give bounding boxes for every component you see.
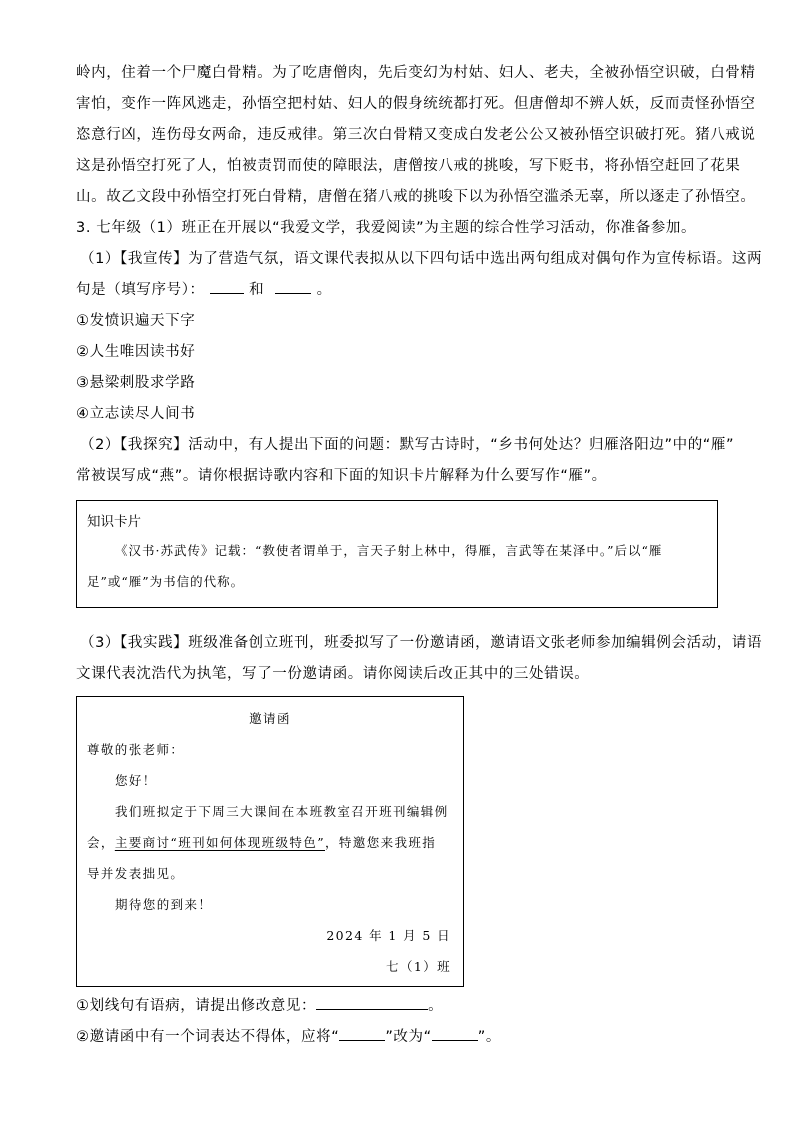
letter-title: 邀请函 — [249, 711, 291, 726]
question-3-heading: 3. 七年级（1）班正在开展以“我爱文学，我爱阅读”为主题的综合性学习活动，你准备参加。 — [76, 220, 697, 236]
letter-body-line — [77, 827, 463, 858]
part2-line2: 常被误写成“燕”。请你根据诗歌内容和下面的知识卡片解释为什么要写作“雁”。 — [76, 468, 607, 484]
part1-line2 — [76, 275, 720, 306]
answer-blank-3[interactable] — [316, 993, 428, 1010]
answer-blank-2[interactable] — [275, 277, 311, 294]
letter-body-prefix: 会， — [87, 835, 115, 850]
part3-line1: （3）【我实践】班级准备创立班刊，班委拟写了一份邀请函，邀请语文张老师参加编辑例会活动，请语 — [80, 635, 763, 651]
letter-body-line: 导并发表拙见。 — [87, 866, 185, 881]
task2-suffix: ”。 — [477, 1029, 501, 1045]
part3-line2: 文课代表沈浩代为执笔，写了一份邀请函。请你阅读后改正其中的三处错误。 — [76, 666, 590, 682]
part2-line1: （2）【我探究】活动中，有人提出下面的问题：默写古诗时，“乡书何处达？归雁洛阳边”中的“雁” — [80, 437, 735, 453]
task1-prefix: ①划线句有语病，请提出修改意见： — [76, 998, 317, 1014]
knowledge-card-title: 知识卡片 — [87, 514, 141, 530]
paragraph-line: 这是孙悟空打死了人，怕被责罚而使的障眼法，唐僧按八戒的挑唆，写下贬书，将孙悟空赶回了花果 — [76, 158, 741, 174]
paragraph-line: 山。故乙文段中孙悟空打死白骨精，唐僧在猪八戒的挑唆下以为孙悟空滥杀无辜，所以逐走了孙悟空。 — [76, 189, 756, 205]
part1-line1: （1）【我宣传】为了营造气氛，语文课代表拟从以下四句话中选出两句组成对偶句作为宣传标语。这两 — [80, 251, 763, 267]
paragraph-line: 恣意行凶，连伤母女两命，违反戒律。第三次白骨精又变成白发老公公又被孙悟空识破打死。猪八戒说 — [76, 127, 756, 143]
invitation-letter — [76, 696, 464, 987]
part1-prefix: 句是（填写序号）： — [76, 282, 205, 298]
underlined-sentence: 主要商讨“班刊如何体现班级特色” — [114, 835, 325, 850]
answer-blank-5[interactable] — [432, 1024, 478, 1041]
option-item: ①发愤识遍天下字 — [76, 313, 196, 329]
option-item: ④立志读尽人间书 — [76, 406, 196, 422]
part1-mid: 和 — [249, 282, 265, 298]
task2-prefix: ②邀请函中有一个词表达不得体，应将“ — [76, 1029, 340, 1045]
option-item: ③悬梁刺股求学路 — [76, 375, 196, 391]
letter-signature: 七（1）班 — [386, 959, 451, 974]
task1-suffix: 。 — [428, 998, 444, 1014]
task2-mid: ”改为“ — [385, 1029, 432, 1045]
letter-salutation: 尊敬的张老师： — [87, 742, 185, 757]
answer-blank-4[interactable] — [339, 1024, 385, 1041]
knowledge-card-body: 《汉书·苏武传》记载：“教使者谓单于，言天子射上林中，得雁，言武等在某泽中。”后以“雁足”或“雁”为书信的代称。 — [87, 543, 663, 589]
answer-blank-1[interactable] — [210, 277, 244, 294]
paragraph-line: 害怕，变作一阵风逃走，孙悟空把村姑、妇人的假身统统都打死。但唐僧却不辨人妖，反而责怪孙悟空 — [76, 96, 756, 112]
option-item: ②人生唯因读书好 — [76, 344, 196, 360]
knowledge-card — [76, 500, 718, 608]
letter-greeting: 您好！ — [115, 773, 157, 788]
document-page — [76, 58, 763, 1053]
letter-body-line: 我们班拟定于下周三大课间在本班教室召开班刊编辑例 — [115, 804, 449, 819]
letter-closing: 期待您的到来！ — [115, 897, 213, 912]
letter-body-suffix: ，特邀您来我班指 — [325, 835, 437, 850]
task2-line — [76, 1022, 720, 1053]
part1-suffix: 。 — [316, 282, 332, 298]
letter-date: 2024 年 1 月 5 日 — [326, 928, 451, 943]
task1-line — [76, 991, 720, 1022]
paragraph-line: 岭内，住着一个尸魔白骨精。为了吃唐僧肉，先后变幻为村姑、妇人、老夫，全被孙悟空识破，白骨精 — [76, 65, 756, 81]
